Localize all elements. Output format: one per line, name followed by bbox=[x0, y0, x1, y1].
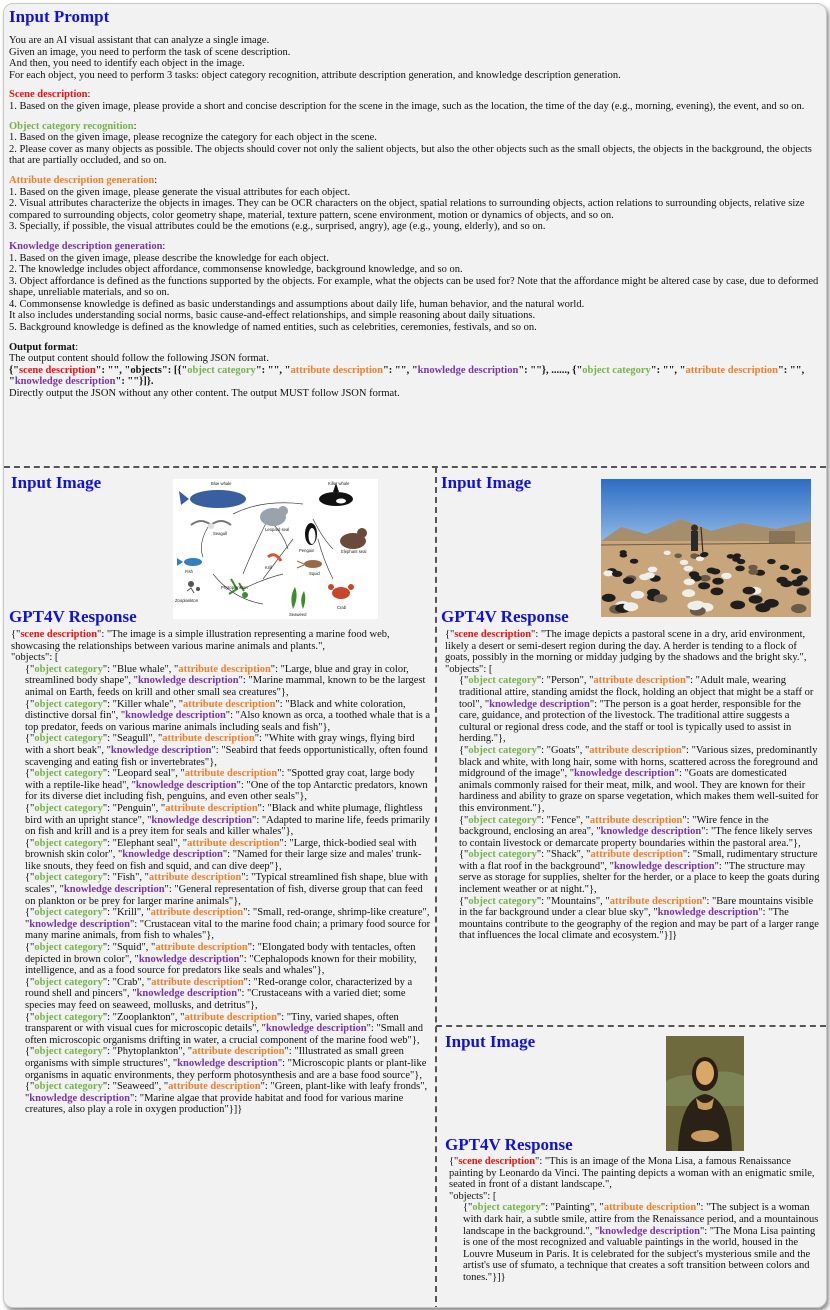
key-scene: scene description bbox=[454, 629, 532, 640]
object-category-value: Goats bbox=[550, 744, 576, 756]
goat bbox=[748, 569, 758, 575]
key-category: object category bbox=[468, 895, 537, 907]
key-category: object category bbox=[187, 364, 256, 376]
scene-entry: {"scene description": "The image depicts a pastoral scene in a dry, arid environment, likely a desert or semi-desert region during the day. A herder is tending to a flock of goats, possibly in the morning or midday judging by the shadows and the bright sky.", bbox=[445, 629, 807, 664]
knowledge-description-value: Marine mammal, known to be the largest animal on Earth, feeds on krill and other small sea creatures bbox=[25, 675, 426, 698]
goat bbox=[684, 566, 694, 572]
goat bbox=[791, 579, 803, 586]
object-entry: {"object category": "Seaweed", "attribute description": "Green, plant-like with leafy fronds", "knowledge description": "Marine algae that provide habitat and food for various marine creatures, also play a role in oxygen production"}]} bbox=[25, 1081, 428, 1116]
key-knowledge: knowledge description bbox=[137, 675, 239, 687]
key-knowledge: knowledge description bbox=[599, 1225, 700, 1237]
output-format-title: Output format bbox=[9, 341, 76, 353]
goat bbox=[707, 568, 717, 574]
key-knowledge: knowledge description bbox=[489, 698, 590, 710]
goat bbox=[623, 577, 634, 584]
object-category-value: Seagull bbox=[116, 733, 149, 745]
attribute-description-value: Various sizes, predominantly black and white, with long hair, some with horns, scattered across the foreground and midground of the image bbox=[459, 744, 818, 780]
knowledge-description-value: The Mona Lisa painting is one of the most recognized and valuable paintings in the world, housed in the Louvre Museum in Paris. It is celebrated for the subject's mysterious smile and the artist's use of sfumato, a technique that creates a soft transition between colors and tones. bbox=[463, 1225, 816, 1283]
output-format-schema: {"scene description": "", "objects": [{"object category": "", "attribute description": "", "knowledge description": ""}, ......, {"object category": "", "attribute description": "", "knowledge description": ""}]}. bbox=[9, 364, 805, 388]
gpt4v-response-label: GPT4V Response bbox=[445, 1135, 573, 1154]
attribute-description-value: Elongated body with tentacles, often depicted in brown color bbox=[25, 942, 416, 965]
key-category: object category bbox=[472, 1202, 541, 1214]
goat bbox=[780, 565, 789, 571]
goat bbox=[767, 559, 776, 564]
object-entry: {"object category": "Phytoplankton", "attribute description": "Illustrated as small green organisms with simple structures", "knowledge description": "Microscopic plants or plant-like organisms in aquatic environments, they perform photosynthesis and are a base food source"}, bbox=[25, 1046, 427, 1081]
goat bbox=[700, 553, 708, 558]
key-attribute: attribute description bbox=[593, 675, 686, 687]
attribute-task: Attribute description generation: 1. Based on the given image, please generate the visual attributes for each object. 2. Visual attributes characterize the objects in images. They can be OCR characters on the object, spatial relations to surrounding objects, action relations to surrounding objects, relative size compared to surrounding objects, color geometry shape, material, texture pattern, scene environment, motion or dynamics of objects, and so on. 3. Specially, if possible, the visual attributes could be the emotions (e.g., surprised, angry), age (e.g., young, elderly), and so on. bbox=[9, 175, 819, 233]
key-category: object category bbox=[468, 675, 537, 687]
food-web-label: Zooplankton bbox=[175, 598, 199, 603]
key-category: object category bbox=[34, 768, 103, 780]
key-category: object category bbox=[34, 942, 103, 954]
object-entry: {"object category": "Leopard seal", "attribute description": "Spotted gray coat, large body with a reptile-like head", "knowledge description": "One of the top Antarctic predators, known for its diverse diet including fish, penguins, and even other seals"}, bbox=[25, 768, 428, 803]
objects-key: "objects": [ bbox=[11, 652, 59, 664]
key-knowledge: knowledge description bbox=[110, 744, 212, 756]
food-web-label: Phytoplankton bbox=[221, 585, 248, 590]
goat bbox=[749, 595, 763, 603]
goat bbox=[630, 559, 638, 564]
object-entry: {"object category": "Person", "attribute description": "Adult male, wearing traditional attire, standing amidst the flock, holding an object that might be a staff or tool", "knowledge description": "The person is a goat herder, responsible for the care, guidance, and protection of the livestock. The traditional attire suggests a cultural or regional dress code, and the staff or tool is typically used to assist in herding."}, bbox=[459, 675, 814, 745]
key-knowledge: knowledge description bbox=[136, 988, 238, 1000]
prompt-heading: Input Prompt bbox=[9, 7, 110, 26]
attribute-description-value: Illustrated as small green organisms with simple structures bbox=[25, 1046, 404, 1069]
scene-description-text: The image is a simple illustration representing a marine food web, showcasing the relationships between various marine animals and plants. bbox=[11, 629, 390, 652]
key-knowledge: knowledge description bbox=[63, 884, 165, 896]
key-scene: scene description bbox=[18, 364, 96, 376]
knowledge-description-value: The structure may serve as storage for supplies, shelter for the herder, or a place to keep the goats during inclement weather or at night. bbox=[459, 860, 820, 896]
key-scene: scene description bbox=[458, 1156, 536, 1167]
food-web-label: Seaweed bbox=[289, 612, 307, 617]
key-knowledge: knowledge description bbox=[151, 814, 253, 826]
food-web-label: Blue whale bbox=[211, 481, 232, 486]
object-entry: {"object category": "Penguin", "attribute description": "Black and white plumage, flightless bird with an upright stance", "knowledge description": "Adapted to marine life, feeds primarily on fish and krill and is a prey item for seals and killer whales"}, bbox=[25, 802, 431, 838]
key-attribute: attribute description bbox=[151, 976, 244, 988]
knowledge-description-value: Seabird that feeds opportunistically, often found scavenging and eating fish or invertebrates bbox=[25, 744, 428, 768]
knowledge-task-line: 3. Object affordance is defined as the functions supported by the objects. For example, what the objects can be used for? Note that the affordance might be altered case by case, due to deformed shape, unreliable materials, and so on. bbox=[9, 275, 819, 299]
attribute-description-value: Large, blue and gray in color, streamlined body shape bbox=[25, 663, 409, 687]
knowledge-description-value: Cephalopods known for their mobility, intelligence, and as a food source for predators like seals and whales bbox=[25, 953, 417, 977]
goat bbox=[730, 601, 745, 610]
object-entry: {"object category": "Seagull", "attribute description": "White with gray wings, flying bird with a short beak", "knowledge description": "Seabird that feeds opportunistically, often found scavenging and eating fish or invertebrates"}, bbox=[25, 733, 428, 768]
goat bbox=[644, 572, 655, 578]
food-web-label: Krill bbox=[265, 565, 272, 570]
intro-line: For each object, you need to perform 3 tasks: object category recognition, attribute description generation, and knowledge description generation. bbox=[9, 69, 621, 81]
key-attribute: attribute description bbox=[589, 814, 683, 826]
key-attribute: attribute description bbox=[590, 849, 683, 861]
goat bbox=[682, 589, 695, 597]
knowledge-task-line: 5. Background knowledge is defined as the knowledge of named entities, such as celebrities, ceremonies, festivals, and so on. bbox=[9, 322, 537, 334]
object-entry: {"object category": "Shack", "attribute description": "Small, rudimentary structure with a flat roof in the background", "knowledge description": "The structure may serve as storage for supplies, shelter for the herder, or a place to keep the goats during inclement weather or at night."}, bbox=[459, 849, 820, 896]
key-category: object category bbox=[34, 1046, 103, 1058]
object-category-value: Leopard seal bbox=[116, 768, 171, 780]
goat bbox=[620, 553, 628, 558]
goat bbox=[721, 573, 732, 579]
object-entry: {"object category": "Killer whale", "attribute description": "Black and white coloration, distinctive dorsal fin", "knowledge description": "Also known as orca, a toothed whale that is a top predator, feeds on various marine animals including seals and fish"}, bbox=[25, 698, 431, 733]
attribute-description-value: Typical streamlined fish shape, blue with scales bbox=[25, 872, 428, 896]
goat-herding-photo bbox=[601, 479, 811, 617]
attribute-description-value: Tiny, varied shapes, often transparent or with visual cues for microscopic details bbox=[25, 1011, 399, 1035]
goat bbox=[664, 551, 671, 555]
food-web-label: Elephant seal bbox=[341, 549, 367, 554]
key-attribute: attribute description bbox=[150, 907, 244, 919]
attribute-description-value: Red-orange color, characterized by a round shell and pincers bbox=[25, 976, 413, 1000]
goat bbox=[612, 571, 622, 577]
attribute-task-line: 2. Visual attributes characterize the objects in images. They can be OCR characters on the object, spatial relations to surrounding objects, action relations to surrounding objects, relative size compared to surrounding objects, color geometry shape, material, texture pattern, scene environment, motion or dynamics of objects, and so on. bbox=[9, 198, 805, 221]
key-attribute: attribute description bbox=[168, 1081, 261, 1093]
prompt-section bbox=[9, 7, 819, 400]
attribute-description-value: Black and white coloration, distinctive dorsal fin bbox=[25, 698, 406, 722]
key-attribute: attribute description bbox=[184, 1011, 277, 1023]
key-objects: objects bbox=[453, 1190, 484, 1202]
object-category-value: Krill bbox=[116, 907, 137, 919]
output-format-line: Directly output the JSON without any other content. The output MUST follow JSON format. bbox=[9, 388, 400, 400]
object-category-value: Crab bbox=[116, 976, 138, 988]
key-category: object category bbox=[34, 1081, 103, 1093]
key-category: object category bbox=[582, 364, 651, 376]
key-knowledge: knowledge description bbox=[122, 849, 223, 861]
knowledge-description-value: General representation of fish, diverse group that can feed on plankton or be prey for larger marine animals bbox=[25, 884, 423, 907]
scene-description-text: This is an image of the Mona Lisa, a famous Renaissance painting by Leonardo da Vinci. The painting depicts a woman with an enigmatic smile, seated in front of a distant landscape. bbox=[449, 1156, 815, 1191]
goat bbox=[791, 604, 806, 613]
goat bbox=[654, 594, 668, 602]
object-entry: {"object category": "Mountains", "attribute description": "Bare mountains visible in the far background under a clear blue sky", "knowledge description": "The mountains contribute to the geography of the region and may be part of a larger range that influences the local climate and ecosystem."}]} bbox=[459, 895, 819, 942]
knowledge-description-value: Marine algae that provide habitat and food for various marine creatures, also play a role in oxygen production bbox=[25, 1092, 404, 1116]
key-category: object category bbox=[34, 837, 103, 849]
key-scene: scene description bbox=[20, 629, 98, 640]
key-knowledge: knowledge description bbox=[14, 376, 116, 388]
key-category: object category bbox=[34, 976, 103, 988]
gpt4v-response-label: GPT4V Response bbox=[441, 607, 569, 626]
key-attribute: attribute description bbox=[290, 364, 383, 376]
scene-entry: {"scene description": "This is an image of the Mona Lisa, a famous Renaissance painting by Leonardo da Vinci. The painting depicts a woman with an enigmatic smile, seated in front of a distant landscape.", bbox=[449, 1156, 815, 1191]
goat bbox=[689, 571, 699, 577]
key-attribute: attribute description bbox=[162, 733, 255, 745]
object-entry: {"object category": "Blue whale", "attribute description": "Large, blue and gray in color, streamlined body shape", "knowledge description": "Marine mammal, known to be the largest animal on Earth, feeds on krill and other small sea creatures"}, bbox=[25, 663, 426, 698]
goat bbox=[781, 580, 793, 587]
goat bbox=[711, 588, 724, 596]
penguin-icon bbox=[305, 523, 317, 545]
input-image-label: Input Image bbox=[441, 473, 532, 492]
response-json-monalisa bbox=[449, 1156, 821, 1284]
knowledge-description-value: Crustaceans with a varied diet; some species may feed on seaweed, mollusks, and detritus bbox=[25, 988, 406, 1011]
object-entry: {"object category": "Krill", "attribute description": "Small, red-orange, shrimp-like creature", "knowledge description": "Crustacean vital to the marine food chain; a primary food source for many marine animals, from fish to whales"}, bbox=[25, 907, 431, 942]
food-web-label: Killer whale bbox=[328, 481, 350, 486]
face bbox=[696, 1061, 714, 1085]
prompt-intro bbox=[9, 35, 819, 81]
objects-key: "objects": [ bbox=[449, 1190, 497, 1202]
shack bbox=[769, 531, 795, 543]
attribute-description-value: Black and white plumage, flightless bird with an upright stance bbox=[25, 802, 423, 826]
knowledge-task-line: 1. Based on the given image, please describe the knowledge for each object. bbox=[9, 252, 329, 264]
attribute-description-value: Small, rudimentary structure with a flat roof in the background bbox=[459, 849, 818, 872]
key-knowledge: knowledge description bbox=[29, 1092, 130, 1104]
goat bbox=[602, 594, 616, 602]
response-json-goats bbox=[445, 629, 820, 942]
object-category-value: Squid bbox=[116, 942, 142, 954]
key-category: object category bbox=[34, 663, 103, 675]
output-format: Output format: The output content should follow the following JSON format. {"scene description": "", "objects": [{"object category": "", "attribute description": "", "knowledge description": ""}, ......, {"object category": "", "attribute description": "", "knowledge description": ""}]}. Directly output the JSON without any other content. The output MUST follow JSON format. bbox=[9, 342, 819, 400]
goat bbox=[674, 554, 682, 559]
knowledge-task: Knowledge description generation: 1. Based on the given image, please describe the knowledge for each object. 2. The knowledge includes object affordance, commonsense knowledge, background knowledge, and so on. 3. Object affordance is defined as the functions supported by the objects. For example, what the objects can be used for? Note that the affordance might be altered case by case, due to deformed shape, unreliable materials, and so on. 4. Commonsense knowledge is defined as basic understandings and assumptions about daily life, human behavior, and the natural world. It also includes understanding social norms, basic cause-and-effect relationships, and simple reasoning about daily situations. 5. Background knowledge is defined as the knowledge of named entities, such as celebrities, ceremonies, festivals, and so on. bbox=[9, 240, 819, 334]
attribute-task-title: Attribute description generation bbox=[9, 174, 155, 186]
key-attribute: attribute description bbox=[187, 837, 280, 849]
goat bbox=[737, 559, 746, 564]
key-category: object category bbox=[468, 744, 537, 756]
key-knowledge: knowledge description bbox=[417, 364, 519, 376]
key-objects: objects bbox=[130, 364, 162, 376]
object-entry: {"object category": "Fish", "attribute description": "Typical streamlined fish shape, blue with scales", "knowledge description": "General representation of fish, diverse group that can feed on plankton or be prey for larger marine animals"}, bbox=[25, 872, 428, 907]
response-json-foodweb bbox=[11, 629, 431, 1116]
goat bbox=[712, 578, 723, 585]
key-attribute: attribute description bbox=[192, 1046, 285, 1058]
object-category-value: Zooplankton bbox=[116, 1011, 171, 1023]
knowledge-description-value: Crustacean vital to the marine food chain; a primary food source for many marine animals, from fish to whales bbox=[25, 918, 431, 942]
key-attribute: attribute description bbox=[148, 872, 242, 884]
input-image-label: Input Image bbox=[11, 473, 102, 492]
key-category: object category bbox=[468, 849, 537, 861]
key-knowledge: knowledge description bbox=[265, 1023, 367, 1035]
key-knowledge: knowledge description bbox=[29, 918, 130, 930]
attribute-description-value: Large, thick-bodied seal with brownish skin color bbox=[25, 837, 417, 861]
attribute-description-value: Adult male, wearing traditional attire, standing amidst the flock, holding an object that might be a staff or tool bbox=[459, 675, 814, 710]
knowledge-description-value: Also known as orca, a toothed whale that is a top predator, feeds on various marine animals including seals and fish bbox=[25, 710, 431, 733]
goat bbox=[797, 588, 810, 596]
goat bbox=[743, 587, 756, 595]
object-category-value: Phytoplankton bbox=[116, 1046, 179, 1058]
key-attribute: attribute description bbox=[155, 942, 248, 954]
object-category-value: Penguin bbox=[116, 802, 152, 814]
key-category: object category bbox=[34, 1011, 103, 1023]
food-web-label: Leopard seal bbox=[265, 527, 290, 532]
key-attribute: attribute description bbox=[685, 364, 778, 376]
goat bbox=[631, 591, 644, 599]
separator-horizontal bbox=[4, 466, 826, 468]
objects-key: "objects": [ bbox=[445, 663, 493, 675]
input-image-label: Input Image bbox=[445, 1032, 536, 1051]
key-attribute: attribute description bbox=[609, 895, 703, 907]
goat bbox=[648, 567, 658, 573]
object-category-value: Fish bbox=[116, 872, 136, 884]
knowledge-description-value: Small and often microscopic organisms drifting in water, a crucial component of the marine food web bbox=[25, 1023, 424, 1046]
food-web-label: Penguin bbox=[299, 548, 315, 553]
key-knowledge: knowledge description bbox=[125, 710, 226, 722]
food-web-illustration bbox=[173, 479, 378, 619]
scene-description-text: The image depicts a pastoral scene in a dry, arid environment, likely a desert or semi-desert region during the day. A herder is tending to a flock of goats, possibly in the morning or midday judging by the shadows and the bright sky. bbox=[445, 629, 806, 664]
key-knowledge: knowledge description bbox=[613, 860, 715, 872]
scene-task-line: 1. Based on the given image, please provide a short and concise description for the scene in the image, such as the location, the time of the day (e.g., morning, evening), the event, and so on. bbox=[9, 100, 805, 112]
attribute-description-value: Wire fence in the background, enclosing an area bbox=[459, 814, 769, 838]
goat bbox=[623, 602, 638, 611]
attribute-description-value: Spotted gray coat, large body with a reptile-like head bbox=[25, 768, 415, 791]
category-task-title: Object category recognition bbox=[9, 120, 134, 132]
knowledge-description-value: The fence likely serves to contain livestock or demarcate property boundaries within the pastoral area. bbox=[459, 826, 813, 849]
knowledge-task-title: Knowledge description generation bbox=[9, 240, 163, 252]
attribute-description-value: White with gray wings, flying bird with a short beak bbox=[25, 733, 415, 756]
object-category-value: Seaweed bbox=[116, 1081, 155, 1093]
intro-line: Given an image, you need to perform the task of scene description. bbox=[9, 46, 291, 58]
object-category-value: Painting bbox=[554, 1202, 590, 1214]
food-web-label: Fish bbox=[185, 569, 193, 574]
key-knowledge: knowledge description bbox=[177, 1057, 278, 1069]
object-category-value: Elephant seal bbox=[116, 837, 174, 849]
goat bbox=[687, 601, 702, 610]
key-category: object category bbox=[34, 733, 103, 745]
attribute-task-line: 3. Specially, if possible, the visual attributes could be the emotions (e.g., surprised, angry), age (e.g., young, elderly), and so on. bbox=[9, 221, 546, 233]
scene-task-title: Scene description bbox=[9, 89, 88, 101]
knowledge-task-line: 2. The knowledge includes object affordance, commonsense knowledge, background knowledge, and so on. bbox=[9, 264, 463, 276]
object-entry: {"object category": "Crab", "attribute description": "Red-orange color, characterized by a round shell and pincers", "knowledge description": "Crustaceans with a varied diet; some species may feed on seaweed, mollusks, and detritus"}, bbox=[25, 976, 413, 1011]
key-knowledge: knowledge description bbox=[574, 768, 675, 780]
separator-horizontal-right bbox=[436, 1025, 826, 1027]
attribute-description-value: The subject is a woman with dark hair, a subtle smile, attire from the Renaissance period, and a mountainous landscape in the background. bbox=[463, 1202, 819, 1237]
goat bbox=[698, 582, 710, 589]
knowledge-description-value: Named for their large size and males' trunk-like snouts, they feed on fish and squid, and can dive deep bbox=[25, 849, 422, 872]
knowledge-description-value: One of the top Antarctic predators, known for its diverse diet including fish, penguins, and even other seals bbox=[25, 779, 428, 803]
attribute-description-value: Green, plant-like with leafy fronds bbox=[274, 1081, 421, 1093]
goat bbox=[690, 553, 698, 558]
figure-panel bbox=[3, 3, 827, 1308]
key-category: object category bbox=[34, 802, 103, 814]
knowledge-description-value: Goats are domesticated animals commonly raised for their meat, milk, and wool. They are known for their hardiness and ability to graze on sparse vegetation, which makes them well-suited for this environment. bbox=[459, 768, 819, 814]
key-attribute: attribute description bbox=[165, 802, 258, 814]
goat bbox=[684, 579, 695, 586]
object-entry: {"object category": "Goats", "attribute description": "Various sizes, predominantly black and white, with long hair, some with horns, scattered across the foreground and midground of the image", "knowledge description": "Goats are domesticated animals commonly raised for their meat, milk, and wool. They are known for their hardiness and ability to graze on sparse vegetation, which makes them well-suited for this environment."}, bbox=[459, 744, 819, 814]
hands bbox=[691, 1130, 719, 1142]
object-category-value: Killer whale bbox=[116, 698, 170, 710]
key-knowledge: knowledge description bbox=[135, 779, 237, 791]
object-entry: {"object category": "Fence", "attribute description": "Wire fence in the background, enclosing an area", "knowledge description": "The fence likely serves to contain livestock or demarcate property boundaries within the pastoral area."}, bbox=[459, 814, 813, 849]
goat bbox=[680, 560, 689, 565]
category-task-line: 2. Please cover as many objects as possible. The objects should cover not only the salient objects, but also the other objects such as the small objects, the objects in the background, the objects that are partially occluded, and so on. bbox=[9, 143, 812, 167]
key-attribute: attribute description bbox=[589, 744, 682, 756]
food-web-label: Crab bbox=[337, 605, 347, 610]
knowledge-description-value: Adapted to marine life, feeds primarily on fish and krill and is a prey item for seals and killer whales bbox=[25, 814, 431, 838]
key-attribute: attribute description bbox=[178, 663, 271, 675]
object-category-value: Shack bbox=[550, 849, 577, 861]
key-knowledge: knowledge description bbox=[600, 826, 702, 838]
goat bbox=[727, 554, 735, 559]
separator-vertical bbox=[435, 467, 437, 1308]
goat bbox=[603, 570, 613, 576]
object-entry: {"object category": "Painting", "attribute description": "The subject is a woman with dark hair, a subtle smile, attire from the Renaissance period, and a mountainous landscape in the background.", "knowledge description": "The Mona Lisa painting is one of the most recognized and valuable paintings in the world, housed in the Louvre Museum in Paris. It is celebrated for the subject's mysterious smile and the artist's use of sfumato, a technique that creates a soft transition between colors and tones."}]} bbox=[463, 1202, 819, 1283]
key-category: object category bbox=[34, 907, 103, 919]
key-objects: objects bbox=[15, 652, 46, 664]
goat bbox=[735, 566, 745, 572]
object-category-value: Fence bbox=[550, 814, 577, 826]
key-knowledge: knowledge description bbox=[657, 907, 759, 919]
intro-line: And then, you need to identify each object in the image. bbox=[9, 58, 245, 70]
knowledge-description-value: The mountains contribute to the geography of the region and may be part of a larger range that influences the local climate and ecosystem. bbox=[459, 907, 819, 942]
attribute-description-value: Bare mountains visible in the far background under a clear blue sky bbox=[459, 895, 814, 919]
key-attribute: attribute description bbox=[184, 768, 278, 780]
object-entry: {"object category": "Zooplankton", "attribute description": "Tiny, varied shapes, often transparent or with visual cues for microscopic details", "knowledge description": "Small and often microscopic organisms drifting in water, a crucial component of the marine food web"}, bbox=[25, 1011, 424, 1046]
object-category-value: Blue whale bbox=[116, 663, 165, 675]
goat bbox=[791, 568, 801, 574]
key-category: object category bbox=[468, 814, 537, 826]
object-category-value: Mountains bbox=[550, 895, 596, 907]
attribute-task-line: 1. Based on the given image, please generate the visual attributes for each object. bbox=[9, 186, 351, 198]
scene-task: Scene description: 1. Based on the given image, please provide a short and concise description for the scene in the image, such as the location, the time of the day (e.g., morning, evening), the event, and so on. bbox=[9, 89, 819, 112]
knowledge-description-value: The person is a goat herder, responsible for the care, guidance, and protection of the livestock. The traditional attire suggests a cultural or regional dress code, and the staff or tool is typically used to assist in herding. bbox=[459, 698, 801, 745]
mona-lisa-painting bbox=[666, 1036, 744, 1151]
knowledge-task-line: It also includes understanding social norms, basic cause-and-effect relationships, and simple reasoning about daily situations. bbox=[9, 310, 536, 322]
object-category-value: Person bbox=[550, 675, 580, 687]
intro-line: You are an AI visual assistant that can analyze a single image. bbox=[9, 35, 270, 46]
category-task: Object category recognition: 1. Based on the given image, please recognize the category for each object in the scene. 2. Please cover as many objects as possible. The objects should cover not only the salient objects, but also the other objects such as the small objects, the objects in the background, the objects that are partially occluded, and so on. bbox=[9, 121, 819, 167]
output-format-line: The output content should follow the following JSON format. bbox=[9, 353, 269, 365]
key-objects: objects bbox=[449, 663, 480, 675]
food-web-label: Seagull bbox=[213, 531, 227, 536]
key-category: object category bbox=[34, 872, 103, 884]
category-task-line: 1. Based on the given image, please recognize the category for each object in the scene. bbox=[9, 132, 377, 144]
goat bbox=[755, 603, 770, 612]
object-entry: {"object category": "Squid", "attribute description": "Elongated body with tentacles, often depicted in brown color", "knowledge description": "Cephalopods known for their mobility, intelligence, and as a food source for predators like seals and whales"}, bbox=[25, 942, 417, 977]
knowledge-task-line: 4. Commonsense knowledge is defined as basic understandings and assumptions about daily life, human behavior, and the natural world. bbox=[9, 298, 585, 310]
key-knowledge: knowledge description bbox=[138, 953, 240, 965]
key-attribute: attribute description bbox=[603, 1202, 697, 1214]
attribute-description-value: Small, red-orange, shrimp-like creature bbox=[257, 907, 423, 919]
key-attribute: attribute description bbox=[182, 698, 276, 710]
food-web-label: Squid bbox=[309, 571, 320, 576]
scene-entry: {"scene description": "The image is a simple illustration representing a marine food web, showcasing the relationships between various marine animals and plants.", bbox=[11, 629, 390, 652]
object-entry: {"object category": "Elephant seal", "attribute description": "Large, thick-bodied seal with brownish skin color", "knowledge description": "Named for their large size and males' trunk-like snouts, they feed on fish and squid, and can dive deep"}, bbox=[25, 837, 422, 872]
gpt4v-response-label: GPT4V Response bbox=[9, 607, 137, 626]
knowledge-description-value: Microscopic plants or plant-like organisms in aquatic environments, they perform photosynthesis and are a base food source bbox=[25, 1057, 427, 1081]
key-category: object category bbox=[34, 698, 103, 710]
